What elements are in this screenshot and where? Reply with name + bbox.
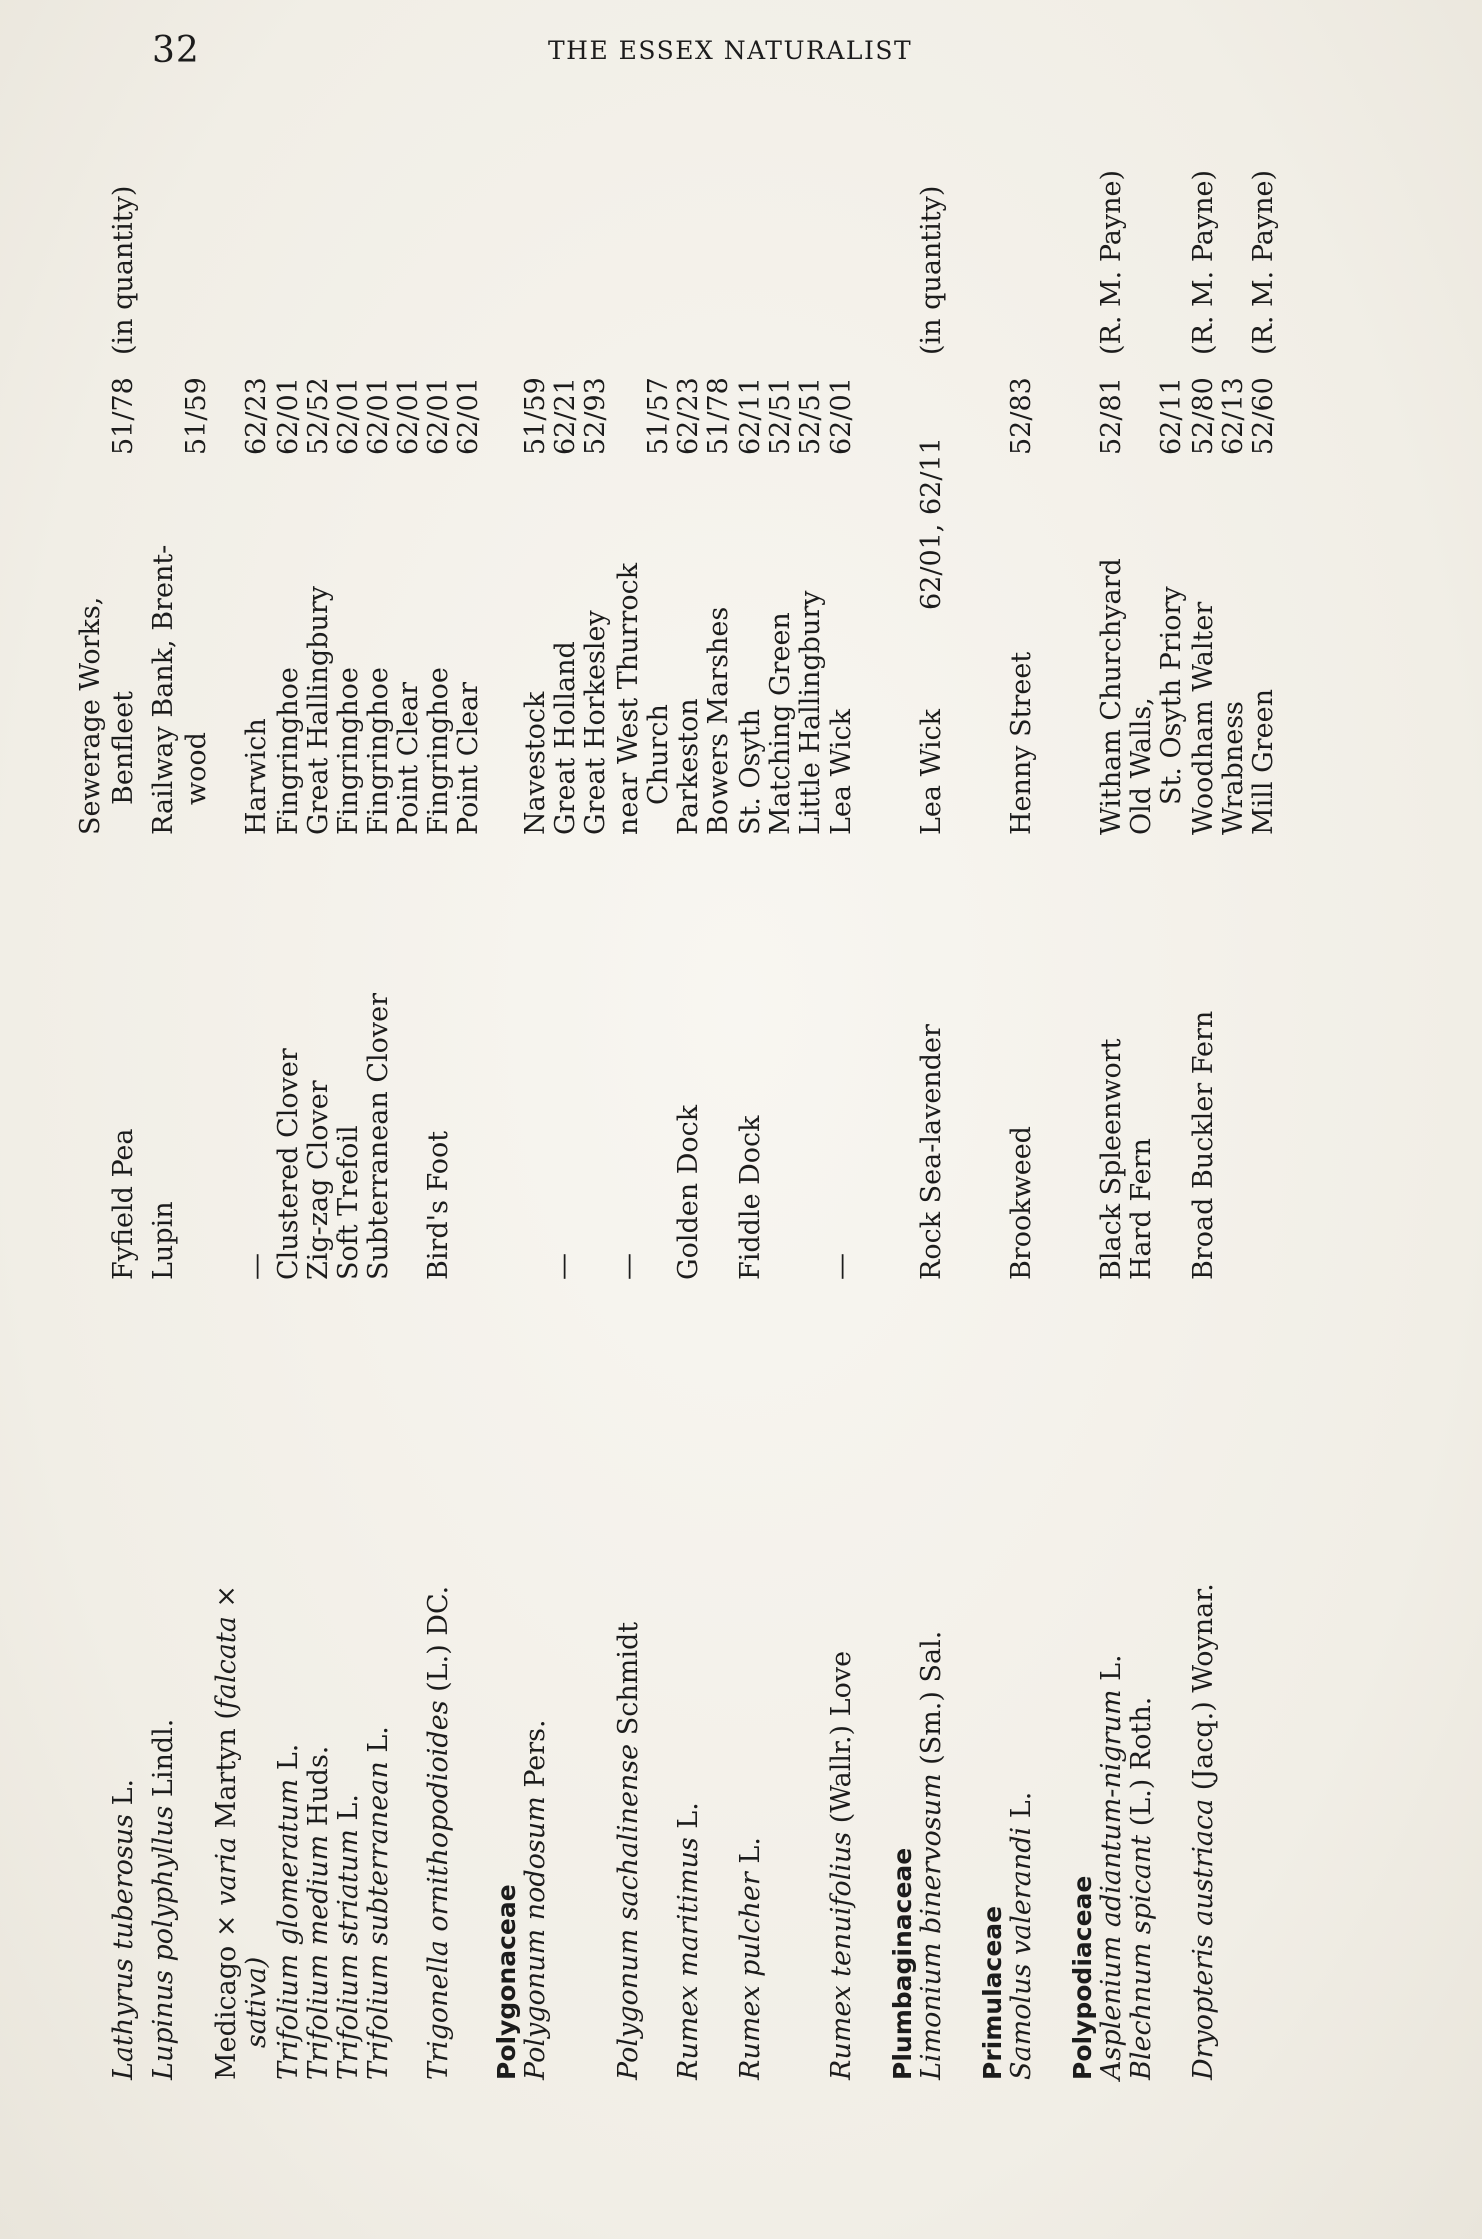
family-heading: Polygonaceae <box>492 1884 521 2080</box>
grid-reference: 62/23 <box>241 377 272 455</box>
common-name: Fiddle Dock <box>735 1115 766 1280</box>
note: (R. M. Payne) <box>1188 169 1219 355</box>
locality: Point Clear <box>453 681 484 835</box>
locality: near West Thurrock <box>613 562 644 835</box>
locality: Fingringhoe <box>273 667 304 835</box>
locality: Witham Churchyard <box>1096 558 1127 835</box>
grid-reference: 62/23 <box>673 377 704 455</box>
note: (in quantity) <box>916 185 947 355</box>
common-name: Hard Fern <box>1126 1138 1157 1280</box>
common-name: Soft Trefoil <box>333 1125 364 1280</box>
grid-reference: 51/59 <box>181 377 212 455</box>
grid-reference: 51/78 <box>108 377 139 455</box>
common-name: Bird's Foot <box>423 1130 454 1280</box>
common-name: — <box>826 1253 857 1280</box>
grid-reference: 62/01 <box>333 377 364 455</box>
species-name: Rumex maritimus L. <box>673 1802 704 2080</box>
locality: St. Osyth Priory <box>1156 586 1187 805</box>
species-name: Polygonum nodosum Pers. <box>520 1719 551 2080</box>
common-name: Rock Sea-lavender <box>916 1024 947 1280</box>
locality: Fingringhoe <box>363 667 394 835</box>
locality: Woodham Walter <box>1188 601 1219 835</box>
locality: Sewerage Works, <box>75 596 106 835</box>
page-number: 32 <box>152 30 200 71</box>
grid-reference: 52/93 <box>580 377 611 455</box>
grid-reference: 62/01 <box>453 377 484 455</box>
species-name: Blechnum spicant (L.) Roth. <box>1126 1696 1157 2080</box>
grid-reference: 51/57 <box>643 377 674 455</box>
locality: Henny Street <box>1006 651 1037 835</box>
grid-reference: 51/78 <box>703 377 734 455</box>
common-name: Broad Buckler Fern <box>1188 1010 1219 1280</box>
locality: wood <box>181 732 212 805</box>
family-heading: Polypodiaceae <box>1068 1875 1097 2080</box>
common-name: Subterranean Clover <box>363 992 394 1280</box>
grid-reference: 52/51 <box>765 377 796 455</box>
family-heading: Primulaceae <box>978 1905 1007 2080</box>
locality: Matching Green <box>765 612 796 835</box>
common-name: Lupin <box>148 1201 179 1280</box>
plant-records-table <box>75 120 1440 2080</box>
species-name: Trifolium subterranean L. <box>363 1726 394 2080</box>
common-name: Golden Dock <box>673 1104 704 1280</box>
species-name: Asplenium adiantum-nigrum L. <box>1096 1654 1127 2080</box>
grid-reference: 62/01, 62/11 <box>916 437 947 610</box>
locality: Railway Bank, Brent- <box>148 544 179 835</box>
grid-reference: 62/01 <box>363 377 394 455</box>
common-name: Black Spleenwort <box>1096 1038 1127 1280</box>
common-name: Brookweed <box>1006 1126 1037 1280</box>
locality: Benfleet <box>108 690 139 805</box>
locality: Harwich <box>241 718 272 835</box>
species-name: Dryopteris austriaca (Jacq.) Woynar. <box>1188 1583 1219 2080</box>
grid-reference: 62/13 <box>1218 377 1249 455</box>
species-name: Samolus valerandi L. <box>1006 1791 1037 2080</box>
species-name-continued: sativa) <box>241 1956 272 2048</box>
grid-reference: 62/11 <box>735 377 766 455</box>
grid-reference: 51/59 <box>520 377 551 455</box>
grid-reference: 62/11 <box>1156 377 1187 455</box>
locality: Great Holland <box>550 641 581 835</box>
species-name: Medicago × varia Martyn (falcata × <box>211 1584 242 2080</box>
grid-reference: 62/01 <box>273 377 304 455</box>
note: (in quantity) <box>108 185 139 355</box>
locality: Fingringhoe <box>423 667 454 835</box>
common-name: Clustered Clover <box>273 1048 304 1280</box>
common-name: — <box>548 1253 579 1280</box>
locality: Lea Wick <box>916 709 947 835</box>
grid-reference: 52/60 <box>1248 377 1279 455</box>
journal-title: THE ESSEX NATURALIST <box>548 36 913 65</box>
species-name: Trifolium striatum L. <box>333 1794 364 2080</box>
species-name: Rumex pulcher L. <box>735 1837 766 2080</box>
species-name: Limonium binervosum (Sm.) Sal. <box>916 1630 947 2080</box>
note: (R. M. Payne) <box>1096 169 1127 355</box>
grid-reference: 52/52 <box>303 377 334 455</box>
family-heading: Plumbaginaceae <box>888 1847 917 2080</box>
grid-reference: 52/83 <box>1006 377 1037 455</box>
locality: Fingringhoe <box>333 667 364 835</box>
species-name: Trifolium medium Huds. <box>303 1745 334 2080</box>
locality: Bowers Marshes <box>703 606 734 835</box>
grid-reference: 62/01 <box>826 377 857 455</box>
species-name: Rumex tenuifolius (Wallr.) Love <box>826 1650 857 2080</box>
locality: Wrabness <box>1218 701 1249 835</box>
grid-reference: 52/80 <box>1188 377 1219 455</box>
common-name: — <box>613 1253 644 1280</box>
grid-reference: 52/51 <box>795 377 826 455</box>
locality: Old Walls, <box>1126 697 1157 835</box>
locality: Navestock <box>520 691 551 835</box>
grid-reference: 62/01 <box>393 377 424 455</box>
species-name: Lupinus polyphyllus Lindl. <box>148 1718 179 2080</box>
grid-reference: 62/01 <box>423 377 454 455</box>
locality: Church <box>643 704 674 805</box>
locality: Point Clear <box>393 681 424 835</box>
locality: Great Hallingbury <box>303 585 334 835</box>
common-name: Zig-zag Clover <box>303 1080 334 1280</box>
grid-reference: 62/21 <box>550 377 581 455</box>
locality: Lea Wick <box>826 709 857 835</box>
species-name: Lathyrus tuberosus L. <box>108 1778 139 2080</box>
note: (R. M. Payne) <box>1248 169 1279 355</box>
species-name: Trigonella ornithopodioides (L.) DC. <box>423 1585 454 2080</box>
locality: Great Horkesley <box>580 610 611 835</box>
common-name: Fyfield Pea <box>108 1128 139 1280</box>
locality: Little Hallingbury <box>795 590 826 835</box>
locality: Mill Green <box>1248 689 1279 835</box>
species-name: Trifolium glomeratum L. <box>273 1743 304 2080</box>
grid-reference: 52/81 <box>1096 377 1127 455</box>
locality: St. Osyth <box>735 709 766 835</box>
locality: Parkeston <box>673 698 704 835</box>
species-name: Polygonum sachalinense Schmidt <box>613 1621 644 2080</box>
common-name: — <box>241 1253 272 1280</box>
